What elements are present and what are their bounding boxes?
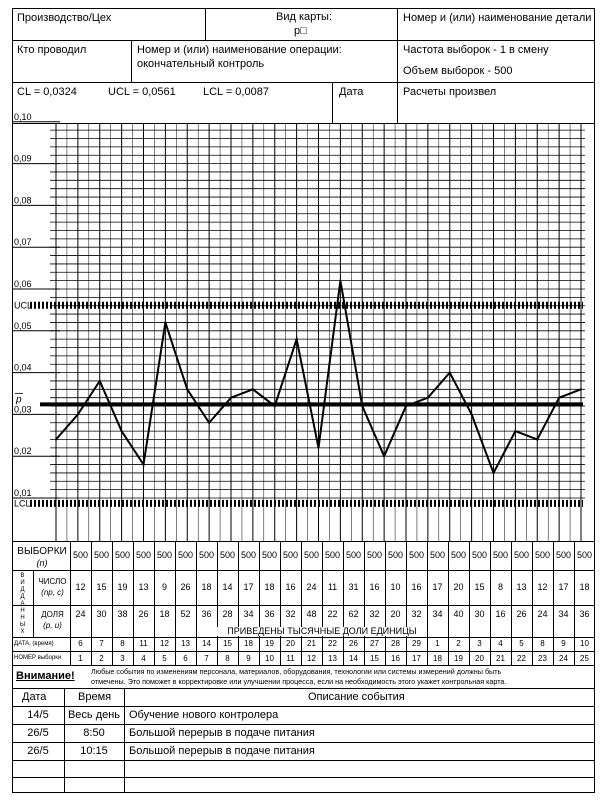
cell-numbers: 24 (559, 653, 568, 663)
cell-counts: 17 (558, 582, 569, 592)
cell-shares: 30 (474, 609, 485, 619)
events-header-time: Время (78, 691, 112, 703)
attention-label: Внимание! (16, 670, 75, 682)
cell-dates: 20 (286, 639, 295, 648)
events-hline (12, 742, 595, 743)
cell-counts: 14 (222, 582, 233, 592)
kind-label-char: Ы (19, 622, 26, 628)
cell-dates: 3 (477, 639, 482, 648)
data-point (405, 405, 407, 407)
cell-numbers: 23 (538, 653, 547, 663)
event-date: 26/5 (27, 745, 49, 757)
cell-shares: 16 (495, 609, 506, 619)
thousandths-note: ПРИВЕДЕНЫ ТЫСЯЧНЫЕ ДОЛИ ЕДИНИЦЫ (217, 627, 427, 636)
cl-value: CL = 0,0324 (17, 86, 77, 98)
events-hline (12, 706, 595, 707)
cell-dates: 14 (202, 639, 211, 648)
kind-label-char: Н (20, 615, 25, 621)
data-point (121, 430, 123, 432)
cell-n: 500 (135, 550, 152, 560)
cell-counts: 16 (411, 582, 422, 592)
cell-dates: 13 (181, 639, 190, 648)
data-point (252, 388, 254, 390)
data-point (339, 280, 341, 282)
cell-numbers: 13 (328, 653, 337, 663)
cell-counts: 17 (243, 582, 254, 592)
event-date: 14/5 (27, 709, 49, 721)
cell-dates: 7 (99, 639, 104, 648)
data-point (55, 438, 57, 440)
data-point (164, 321, 166, 323)
cell-shares: 24 (537, 609, 548, 619)
kind-label-char: А (20, 601, 25, 607)
events-vline (124, 688, 125, 793)
cell-shares: 36 (579, 609, 590, 619)
events-header-description: Описание события (308, 691, 405, 703)
data-point (208, 422, 210, 424)
share-label: ДОЛЯ (41, 610, 64, 619)
y-tick-label: 0,07 (14, 237, 32, 248)
cell-counts: 13 (516, 582, 527, 592)
count-label: ЧИСЛО (38, 577, 67, 586)
cell-numbers: 15 (370, 653, 379, 663)
cell-counts: 8 (497, 582, 503, 592)
cell-shares: 28 (222, 609, 233, 619)
cell-n: 500 (282, 550, 299, 560)
event-description: Большой перерыв в подаче питания (129, 727, 315, 739)
cell-numbers: 20 (475, 653, 484, 663)
cell-numbers: 22 (517, 653, 526, 663)
data-point (580, 388, 582, 390)
cell-shares: 48 (306, 609, 317, 619)
cell-numbers: 1 (78, 653, 83, 663)
cell-dates: 22 (328, 639, 337, 648)
events-header-date: Дата (22, 691, 47, 703)
cell-numbers: 7 (204, 653, 209, 663)
samples-sub: (n) (36, 558, 48, 568)
data-point (99, 380, 101, 382)
cell-n: 500 (177, 550, 194, 560)
cell-numbers: 3 (120, 653, 125, 663)
cell-n: 500 (576, 550, 593, 560)
cell-shares: 62 (348, 609, 359, 619)
cell-counts: 15 (474, 582, 485, 592)
event-time: 8:50 (83, 727, 105, 739)
card-type-value: p□ (294, 25, 307, 37)
cell-shares: 20 (390, 609, 401, 619)
cell-numbers: 18 (433, 653, 442, 663)
cell-dates: 11 (139, 639, 148, 648)
cell-numbers: 12 (307, 653, 316, 663)
cell-numbers: 2 (99, 653, 104, 663)
cell-dates: 9 (561, 639, 566, 648)
cell-dates: 15 (223, 639, 232, 648)
event-description: Обучение нового контролера (129, 709, 279, 721)
cell-n: 500 (429, 550, 446, 560)
cell-dates: 8 (540, 639, 545, 648)
cell-counts: 20 (453, 582, 464, 592)
kind-label-char: Д (20, 594, 25, 600)
cell-shares: 52 (180, 609, 191, 619)
cell-shares: 30 (96, 609, 107, 619)
cell-dates: 1 (435, 639, 440, 648)
cell-n: 500 (240, 550, 257, 560)
kind-label-char: Н (20, 608, 25, 614)
y-tick-label: 0,10 (14, 111, 32, 122)
table-vline-kind (33, 570, 34, 637)
production-label: Производство/Цех (17, 12, 112, 24)
cell-n: 500 (324, 550, 341, 560)
cell-dates: 5 (519, 639, 524, 648)
cell-n: 500 (492, 550, 509, 560)
cell-n: 500 (261, 550, 278, 560)
data-point (230, 397, 232, 399)
cell-counts: 18 (201, 582, 212, 592)
cell-shares: 40 (453, 609, 464, 619)
data-point (471, 413, 473, 415)
volume-text: Объем выборок - 500 (403, 65, 513, 77)
cell-numbers: 5 (162, 653, 167, 663)
cell-n: 500 (387, 550, 404, 560)
cell-shares: 26 (138, 609, 149, 619)
date-row-label: ДАТА, (время) (14, 641, 54, 647)
data-point (143, 464, 145, 466)
operation-label-2: окончательный контроль (137, 58, 265, 70)
cell-shares: 32 (411, 609, 422, 619)
cell-dates: 2 (456, 639, 461, 648)
cell-dates: 4 (498, 639, 503, 648)
cell-counts: 12 (537, 582, 548, 592)
frequency-text: Частота выборок - 1 в смену (403, 44, 549, 56)
lcl-label: LCL (14, 498, 31, 509)
cell-dates: 26 (349, 639, 358, 648)
y-tick-label: 0,01 (14, 488, 32, 498)
cell-dates: 6 (78, 639, 83, 648)
event-date: 26/5 (27, 727, 49, 739)
calc-label: Расчеты произвел (403, 86, 497, 98)
cell-numbers: 10 (265, 653, 274, 663)
cell-counts: 19 (117, 582, 128, 592)
data-point (514, 430, 516, 432)
cell-n: 500 (534, 550, 551, 560)
cell-shares: 34 (558, 609, 569, 619)
cell-numbers: 21 (496, 653, 505, 663)
kind-label-char: В (20, 573, 25, 579)
events-vline (64, 688, 65, 793)
cell-shares: 34 (243, 609, 254, 619)
cell-counts: 15 (96, 582, 107, 592)
cell-numbers: 16 (391, 653, 400, 663)
cell-n: 500 (366, 550, 383, 560)
event-description: Большой перерыв в подаче питания (129, 745, 315, 757)
data-point (427, 397, 429, 399)
cell-numbers: 17 (412, 653, 421, 663)
cell-counts: 18 (579, 582, 590, 592)
cell-dates: 29 (412, 639, 421, 648)
events-hline (12, 777, 595, 778)
data-point (449, 372, 451, 374)
ucl-label: UCL (14, 300, 33, 311)
cell-counts: 10 (390, 582, 401, 592)
cell-dates: 12 (160, 639, 169, 648)
cell-counts: 12 (75, 582, 86, 592)
cell-counts: 24 (306, 582, 317, 592)
y-tick-label: 0,05 (14, 320, 32, 331)
number-row-label: НОМЕР выборки (14, 655, 62, 661)
data-point (296, 338, 298, 340)
data-point (493, 472, 495, 474)
y-tick-label: 0,09 (14, 153, 32, 164)
table-hline (12, 605, 595, 606)
cell-shares: 26 (516, 609, 527, 619)
cell-n: 500 (513, 550, 530, 560)
cell-shares: 22 (327, 609, 338, 619)
pbar-label: p (16, 394, 22, 406)
cell-n: 500 (303, 550, 320, 560)
share-sub: (p, u) (43, 621, 62, 630)
ucl-value: UCL = 0,0561 (108, 86, 176, 98)
cell-numbers: 4 (141, 653, 146, 663)
cell-counts: 9 (161, 582, 167, 592)
event-time: 10:15 (80, 745, 108, 757)
y-tick-label: 0,04 (14, 362, 32, 373)
conducted-by-label: Кто проводил (17, 44, 87, 56)
kind-label-char: Х (20, 629, 25, 635)
data-point (383, 455, 385, 457)
cell-n: 500 (345, 550, 362, 560)
data-point (558, 397, 560, 399)
cell-n: 500 (93, 550, 110, 560)
cell-numbers: 25 (580, 653, 589, 663)
cell-dates: 27 (370, 639, 379, 648)
data-point (186, 388, 188, 390)
y-tick-label: 0,06 (14, 279, 32, 289)
table-hline (12, 651, 595, 652)
samples-label: ВЫБОРКИ (17, 546, 67, 557)
attention-text-2: отмечены. Это поможет в корректировке или улучшении процесса, если на необходимость этого укажет контрольная карта. (91, 677, 507, 686)
events-hline (12, 724, 595, 725)
cell-counts: 11 (327, 582, 338, 592)
cell-n: 500 (471, 550, 488, 560)
cell-shares: 38 (117, 609, 128, 619)
cell-dates: 28 (391, 639, 400, 648)
cell-dates: 8 (120, 639, 125, 648)
cell-shares: 32 (369, 609, 380, 619)
attention-text-1: Любые события по изменениям персонала, материалов, оборудования, технологии или системы измерений должны быть (91, 667, 502, 676)
cell-n: 500 (408, 550, 425, 560)
kind-label-char: И (20, 580, 25, 586)
cell-n: 500 (219, 550, 236, 560)
card-type-label: Вид карты: (276, 11, 333, 23)
data-point (536, 438, 538, 440)
table-hline (12, 570, 595, 571)
cell-dates: 19 (265, 639, 274, 648)
data-point (274, 405, 276, 407)
cell-numbers: 6 (183, 653, 188, 663)
y-tick-label: 0,03 (14, 404, 32, 415)
count-sub: (np, c) (41, 588, 64, 597)
date-label: Дата (339, 86, 364, 98)
cell-n: 500 (114, 550, 131, 560)
cell-n: 500 (156, 550, 173, 560)
lcl-value: LCL = 0,0087 (203, 86, 269, 98)
cell-shares: 32 (285, 609, 296, 619)
data-point (361, 405, 363, 407)
kind-label-char: Д (20, 587, 25, 593)
cell-n: 500 (555, 550, 572, 560)
cell-counts: 17 (432, 582, 443, 592)
data-point (318, 447, 320, 449)
cell-numbers: 14 (349, 653, 358, 663)
cell-counts: 16 (369, 582, 380, 592)
cell-n: 500 (450, 550, 467, 560)
operation-label-1: Номер и (или) наименование операции: (137, 44, 342, 56)
data-point (77, 413, 79, 415)
event-time: Весь день (67, 709, 121, 721)
cell-dates: 21 (307, 639, 316, 648)
cell-n: 500 (198, 550, 215, 560)
cell-counts: 16 (285, 582, 296, 592)
detail-label: Номер и (или) наименование детали (403, 12, 592, 24)
cell-numbers: 19 (454, 653, 463, 663)
cell-numbers: 9 (246, 653, 251, 663)
cell-counts: 31 (348, 582, 359, 592)
y-tick-label: 0,08 (14, 195, 32, 206)
cell-dates: 18 (244, 639, 253, 648)
cell-shares: 24 (75, 609, 86, 619)
cell-shares: 18 (159, 609, 170, 619)
y-tick-label: 0,02 (14, 446, 32, 457)
cell-counts: 13 (138, 582, 149, 592)
table-hline (12, 637, 595, 638)
cell-counts: 26 (180, 582, 191, 592)
cell-counts: 18 (264, 582, 275, 592)
cell-numbers: 11 (286, 653, 295, 663)
cell-shares: 36 (264, 609, 275, 619)
cell-numbers: 8 (225, 653, 230, 663)
cell-dates: 10 (580, 639, 589, 648)
cell-n: 500 (72, 550, 89, 560)
cell-shares: 34 (432, 609, 443, 619)
cell-shares: 36 (201, 609, 212, 619)
events-hline (12, 760, 595, 761)
